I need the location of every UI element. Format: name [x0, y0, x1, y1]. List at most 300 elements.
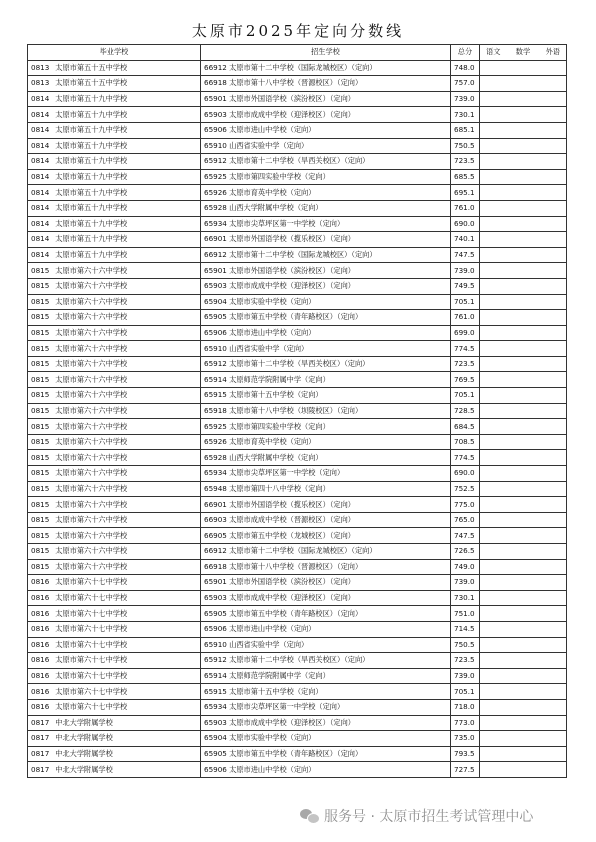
admission-name: 太原市外国语学校（揽乐校区）（定向） — [229, 499, 355, 509]
table-row — [28, 232, 567, 248]
school-cell — [28, 356, 201, 372]
school-cell — [28, 294, 201, 310]
school-code: 0816 — [31, 702, 50, 712]
total-score: 749.0 — [451, 559, 480, 575]
admission-name: 太原市第十八中学校（晋源校区）（定向） — [229, 78, 363, 88]
table-row — [28, 169, 567, 185]
school-cell — [28, 122, 201, 138]
subject-scores — [480, 621, 567, 637]
admission-cell — [201, 715, 451, 731]
total-score: 761.0 — [451, 310, 480, 326]
subject-scores — [480, 544, 567, 560]
table-row — [28, 512, 567, 528]
admission-cell — [201, 341, 451, 357]
admission-code: 65904 — [204, 296, 227, 306]
subject-scores — [480, 684, 567, 700]
school-cell — [28, 746, 201, 762]
admission-name: 太原市第十二中学校（旱西关校区）（定向） — [229, 156, 370, 166]
admission-cell — [201, 559, 451, 575]
school-code: 0816 — [31, 624, 50, 634]
admission-name: 太原市成成中学校（晋源校区）（定向） — [229, 515, 355, 525]
table-row — [28, 606, 567, 622]
table-row — [28, 278, 567, 294]
admission-name: 山西省实验中学（定向） — [229, 639, 309, 649]
school-code: 0816 — [31, 671, 50, 681]
total-score: 774.5 — [451, 341, 480, 357]
subject-scores — [480, 60, 567, 76]
school-name: 太原市第六十七中学校 — [55, 639, 128, 649]
table-row — [28, 263, 567, 279]
admission-code: 66918 — [204, 561, 227, 571]
admission-cell — [201, 668, 451, 684]
admission-code: 65910 — [204, 639, 227, 649]
table-row — [28, 559, 567, 575]
score-table — [27, 44, 567, 778]
total-score: 750.5 — [451, 637, 480, 653]
school-name: 太原市第五十九中学校 — [55, 203, 128, 213]
table-row — [28, 746, 567, 762]
school-cell — [28, 419, 201, 435]
school-code: 0815 — [31, 374, 50, 384]
total-score: 690.0 — [451, 466, 480, 482]
total-score: 739.0 — [451, 91, 480, 107]
table-row — [28, 372, 567, 388]
admission-code: 65906 — [204, 327, 227, 337]
admission-name: 太原市第十八中学校（坝陵校区）（定向） — [229, 405, 363, 415]
school-name: 太原市第六十七中学校 — [55, 686, 128, 696]
school-name: 太原市第六十六中学校 — [55, 561, 128, 571]
admission-name: 太原市第五中学校（青年路校区）（定向） — [229, 749, 363, 759]
admission-name: 太原市进山中学校（定向） — [229, 327, 316, 337]
school-code: 0816 — [31, 577, 50, 587]
school-name: 太原市第六十六中学校 — [55, 499, 128, 509]
school-cell — [28, 699, 201, 715]
admission-cell — [201, 216, 451, 232]
subject-scores — [480, 232, 567, 248]
school-cell — [28, 107, 201, 123]
admission-code: 65926 — [204, 437, 227, 447]
total-score: 705.1 — [451, 684, 480, 700]
table-row — [28, 122, 567, 138]
admission-cell — [201, 356, 451, 372]
subject-scores — [480, 590, 567, 606]
school-code: 0814 — [31, 218, 50, 228]
total-score: 735.0 — [451, 731, 480, 747]
admission-name: 太原市第十五中学校（定向） — [229, 390, 323, 400]
school-name: 太原市第六十六中学校 — [55, 452, 128, 462]
school-code: 0814 — [31, 234, 50, 244]
header-foreign: 外语 — [545, 47, 560, 57]
total-score: 765.0 — [451, 512, 480, 528]
table-row — [28, 388, 567, 404]
admission-name: 山西大学附属中学校（定向） — [229, 452, 323, 462]
admission-code: 66903 — [204, 515, 227, 525]
school-name: 太原市第五十五中学校 — [55, 62, 128, 72]
admission-code: 65914 — [204, 671, 227, 681]
header-subjects — [480, 45, 567, 61]
total-score: 685.5 — [451, 169, 480, 185]
total-score: 730.1 — [451, 107, 480, 123]
admission-cell — [201, 169, 451, 185]
school-cell — [28, 247, 201, 263]
admission-name: 太原市第五中学校（青年路校区）（定向） — [229, 608, 363, 618]
admission-cell — [201, 762, 451, 778]
subject-scores — [480, 91, 567, 107]
table-row — [28, 497, 567, 513]
school-cell — [28, 762, 201, 778]
school-code: 0814 — [31, 172, 50, 182]
table-row — [28, 653, 567, 669]
school-name: 太原市第六十六中学校 — [55, 296, 128, 306]
school-cell — [28, 544, 201, 560]
admission-code: 65926 — [204, 187, 227, 197]
subject-scores — [480, 154, 567, 170]
admission-cell — [201, 325, 451, 341]
school-code: 0815 — [31, 327, 50, 337]
admission-code: 65906 — [204, 624, 227, 634]
admission-code: 65928 — [204, 203, 227, 213]
admission-name: 太原市外国语学校（滨汾校区）（定向） — [229, 577, 355, 587]
table-row — [28, 528, 567, 544]
school-cell — [28, 278, 201, 294]
wechat-icon — [300, 809, 318, 823]
table-row — [28, 310, 567, 326]
admission-cell — [201, 528, 451, 544]
admission-name: 太原市成成中学校（迎泽校区）（定向） — [229, 281, 355, 291]
subject-scores — [480, 169, 567, 185]
subject-scores — [480, 699, 567, 715]
school-code: 0815 — [31, 390, 50, 400]
school-cell — [28, 637, 201, 653]
school-code: 0816 — [31, 593, 50, 603]
admission-cell — [201, 403, 451, 419]
admission-cell — [201, 60, 451, 76]
school-cell — [28, 497, 201, 513]
admission-code: 65905 — [204, 608, 227, 618]
school-name: 太原市第六十六中学校 — [55, 281, 128, 291]
school-name: 太原市第六十六中学校 — [55, 515, 128, 525]
table-row — [28, 715, 567, 731]
school-code: 0815 — [31, 343, 50, 353]
admission-cell — [201, 434, 451, 450]
school-cell — [28, 481, 201, 497]
subject-scores — [480, 122, 567, 138]
table-row — [28, 138, 567, 154]
admission-code: 65910 — [204, 140, 227, 150]
school-name: 太原市第五十九中学校 — [55, 125, 128, 135]
subject-scores — [480, 731, 567, 747]
school-cell — [28, 434, 201, 450]
subject-scores — [480, 76, 567, 92]
school-name: 太原市第六十七中学校 — [55, 608, 128, 618]
school-code: 0815 — [31, 546, 50, 556]
school-cell — [28, 91, 201, 107]
total-score: 739.0 — [451, 263, 480, 279]
table-row — [28, 544, 567, 560]
school-code: 0816 — [31, 655, 50, 665]
table-row — [28, 60, 567, 76]
admission-cell — [201, 310, 451, 326]
table-row — [28, 200, 567, 216]
subject-scores — [480, 450, 567, 466]
subject-scores — [480, 247, 567, 263]
total-score: 726.5 — [451, 544, 480, 560]
school-code: 0815 — [31, 483, 50, 493]
admission-name: 太原市第十八中学校（晋源校区）（定向） — [229, 561, 363, 571]
admission-code: 65903 — [204, 109, 227, 119]
school-cell — [28, 606, 201, 622]
admission-cell — [201, 200, 451, 216]
school-name: 太原市第五十九中学校 — [55, 140, 128, 150]
admission-name: 太原市育英中学校（定向） — [229, 187, 316, 197]
admission-cell — [201, 138, 451, 154]
school-code: 0814 — [31, 156, 50, 166]
table-row — [28, 590, 567, 606]
school-name: 太原市第六十七中学校 — [55, 624, 128, 634]
admission-cell — [201, 419, 451, 435]
school-cell — [28, 388, 201, 404]
school-name: 太原市第六十七中学校 — [55, 593, 128, 603]
school-code: 0817 — [31, 764, 50, 774]
admission-name: 太原市第五中学校（龙城校区）（定向） — [229, 530, 355, 540]
total-score: 751.0 — [451, 606, 480, 622]
admission-cell — [201, 621, 451, 637]
school-code: 0813 — [31, 62, 50, 72]
subject-scores — [480, 528, 567, 544]
table-row — [28, 731, 567, 747]
admission-cell — [201, 263, 451, 279]
table-row — [28, 91, 567, 107]
admission-code: 65915 — [204, 686, 227, 696]
total-score: 769.5 — [451, 372, 480, 388]
admission-code: 65912 — [204, 359, 227, 369]
admission-cell — [201, 466, 451, 482]
admission-name: 太原师范学院附属中学（定向） — [229, 671, 330, 681]
subject-scores — [480, 481, 567, 497]
school-cell — [28, 232, 201, 248]
subject-scores — [480, 341, 567, 357]
total-score: 752.5 — [451, 481, 480, 497]
admission-code: 66901 — [204, 499, 227, 509]
admission-name: 太原市尖草坪区第一中学校（定向） — [229, 218, 345, 228]
total-score: 757.0 — [451, 76, 480, 92]
school-code: 0814 — [31, 125, 50, 135]
school-name: 太原市第六十七中学校 — [55, 655, 128, 665]
subject-scores — [480, 668, 567, 684]
school-cell — [28, 325, 201, 341]
school-code: 0814 — [31, 140, 50, 150]
admission-cell — [201, 372, 451, 388]
total-score: 684.5 — [451, 419, 480, 435]
school-cell — [28, 200, 201, 216]
table-row — [28, 668, 567, 684]
school-cell — [28, 154, 201, 170]
school-cell — [28, 512, 201, 528]
school-name: 太原市第六十六中学校 — [55, 374, 128, 384]
school-name: 太原市第六十六中学校 — [55, 405, 128, 415]
admission-name: 太原市育英中学校（定向） — [229, 437, 316, 447]
subject-scores — [480, 388, 567, 404]
admission-code: 66912 — [204, 250, 227, 260]
admission-code: 66918 — [204, 78, 227, 88]
school-cell — [28, 403, 201, 419]
table-row — [28, 684, 567, 700]
admission-cell — [201, 684, 451, 700]
subject-scores — [480, 107, 567, 123]
school-code: 0815 — [31, 530, 50, 540]
admission-code: 65904 — [204, 733, 227, 743]
subject-scores — [480, 325, 567, 341]
admission-name: 太原市进山中学校（定向） — [229, 125, 316, 135]
admission-name: 太原市成成中学校（迎泽校区）（定向） — [229, 109, 355, 119]
school-cell — [28, 450, 201, 466]
school-name: 太原市第六十六中学校 — [55, 265, 128, 275]
total-score: 723.5 — [451, 154, 480, 170]
school-code: 0815 — [31, 359, 50, 369]
table-row — [28, 762, 567, 778]
school-name: 太原市第五十五中学校 — [55, 78, 128, 88]
school-code: 0816 — [31, 639, 50, 649]
school-name: 太原市第六十六中学校 — [55, 343, 128, 353]
admission-code: 65934 — [204, 702, 227, 712]
admission-cell — [201, 247, 451, 263]
admission-code: 66901 — [204, 234, 227, 244]
table-row — [28, 434, 567, 450]
admission-code: 65906 — [204, 764, 227, 774]
table-row — [28, 107, 567, 123]
subject-scores — [480, 653, 567, 669]
header-school: 毕业学校 — [28, 45, 201, 61]
subject-scores — [480, 715, 567, 731]
school-name: 太原市第五十九中学校 — [55, 109, 128, 119]
admission-name: 山西大学附属中学校（定向） — [229, 203, 323, 213]
admission-cell — [201, 388, 451, 404]
school-cell — [28, 216, 201, 232]
school-name: 太原市第六十六中学校 — [55, 421, 128, 431]
total-score: 685.1 — [451, 122, 480, 138]
admission-name: 太原师范学院附属中学（定向） — [229, 374, 330, 384]
admission-code: 66912 — [204, 546, 227, 556]
school-cell — [28, 60, 201, 76]
school-name: 太原市第六十七中学校 — [55, 671, 128, 681]
admission-code: 65928 — [204, 452, 227, 462]
school-cell — [28, 263, 201, 279]
school-code: 0815 — [31, 437, 50, 447]
admission-name: 太原市第十二中学校（旱西关校区）（定向） — [229, 359, 370, 369]
admission-name: 太原市第四十八中学校（定向） — [229, 483, 330, 493]
admission-name: 山西省实验中学（定向） — [229, 140, 309, 150]
admission-code: 65915 — [204, 390, 227, 400]
school-name: 太原市第六十六中学校 — [55, 390, 128, 400]
school-cell — [28, 185, 201, 201]
school-cell — [28, 466, 201, 482]
subject-scores — [480, 559, 567, 575]
admission-name: 太原市实验中学校（定向） — [229, 296, 316, 306]
total-score: 699.0 — [451, 325, 480, 341]
table-row — [28, 247, 567, 263]
subject-scores — [480, 746, 567, 762]
school-code: 0815 — [31, 265, 50, 275]
admission-cell — [201, 637, 451, 653]
total-score: 705.1 — [451, 294, 480, 310]
total-score: 740.1 — [451, 232, 480, 248]
table-row — [28, 575, 567, 591]
subject-scores — [480, 497, 567, 513]
admission-code: 65901 — [204, 577, 227, 587]
school-name: 中北大学附属学校 — [55, 717, 113, 727]
total-score: 690.0 — [451, 216, 480, 232]
admission-cell — [201, 91, 451, 107]
subject-scores — [480, 263, 567, 279]
admission-cell — [201, 107, 451, 123]
total-score: 695.1 — [451, 185, 480, 201]
table-row — [28, 216, 567, 232]
admission-cell — [201, 746, 451, 762]
school-code: 0815 — [31, 561, 50, 571]
admission-name: 太原市第十五中学校（定向） — [229, 686, 323, 696]
school-code: 0815 — [31, 499, 50, 509]
table-row — [28, 76, 567, 92]
total-score: 723.5 — [451, 653, 480, 669]
total-score: 723.5 — [451, 356, 480, 372]
school-name: 太原市第五十九中学校 — [55, 250, 128, 260]
admission-name: 山西省实验中学（定向） — [229, 343, 309, 353]
school-name: 太原市第六十六中学校 — [55, 546, 128, 556]
total-score: 718.0 — [451, 699, 480, 715]
admission-code: 65925 — [204, 172, 227, 182]
subject-scores — [480, 185, 567, 201]
school-name: 太原市第五十九中学校 — [55, 172, 128, 182]
school-cell — [28, 621, 201, 637]
school-cell — [28, 310, 201, 326]
admission-name: 太原市外国语学校（揽乐校区）（定向） — [229, 234, 355, 244]
admission-cell — [201, 232, 451, 248]
school-code: 0815 — [31, 312, 50, 322]
table-header-row — [28, 45, 567, 61]
admission-code: 65918 — [204, 405, 227, 415]
total-score: 728.5 — [451, 403, 480, 419]
school-cell — [28, 138, 201, 154]
school-code: 0815 — [31, 296, 50, 306]
admission-cell — [201, 590, 451, 606]
admission-name: 太原市尖草坪区第一中学校（定向） — [229, 468, 345, 478]
school-name: 太原市第六十六中学校 — [55, 327, 128, 337]
total-score: 773.0 — [451, 715, 480, 731]
subject-scores — [480, 278, 567, 294]
footer-watermark — [300, 806, 533, 826]
school-name: 太原市第六十六中学校 — [55, 437, 128, 447]
admission-code: 65934 — [204, 468, 227, 478]
admission-code: 65912 — [204, 655, 227, 665]
admission-code: 65905 — [204, 749, 227, 759]
school-cell — [28, 668, 201, 684]
admission-name: 太原市实验中学校（定向） — [229, 733, 316, 743]
admission-cell — [201, 481, 451, 497]
school-code: 0817 — [31, 733, 50, 743]
table-row — [28, 637, 567, 653]
admission-code: 66912 — [204, 62, 227, 72]
admission-code: 65948 — [204, 483, 227, 493]
total-score: 739.0 — [451, 668, 480, 684]
school-name: 太原市第六十六中学校 — [55, 359, 128, 369]
subject-scores — [480, 372, 567, 388]
admission-cell — [201, 731, 451, 747]
admission-cell — [201, 497, 451, 513]
total-score: 747.5 — [451, 247, 480, 263]
school-code: 0817 — [31, 749, 50, 759]
total-score: 774.5 — [451, 450, 480, 466]
subject-scores — [480, 419, 567, 435]
